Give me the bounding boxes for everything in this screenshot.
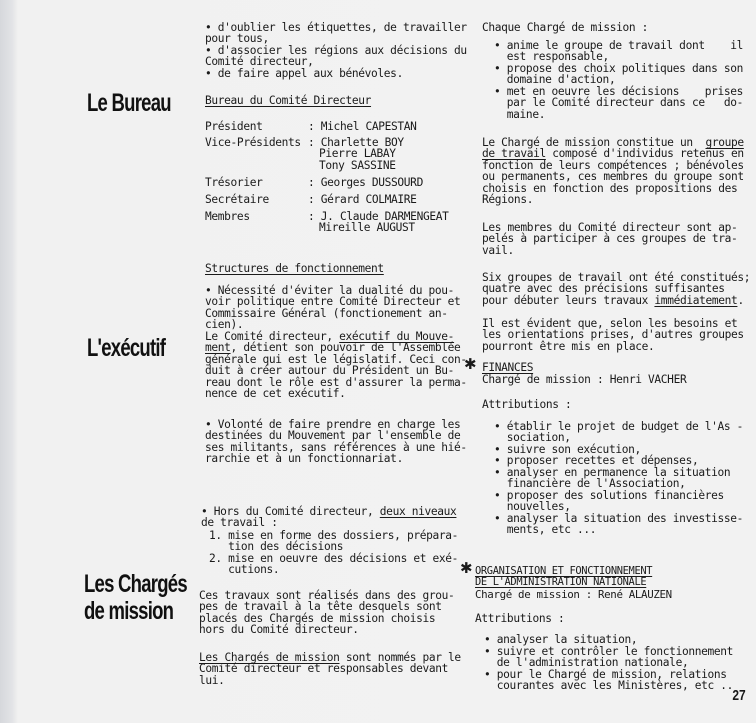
finances-item-5b: nouvelles,: [494, 500, 571, 513]
chaque-title: Chaque Chargé de mission :: [482, 21, 649, 34]
finances-item-4b: financière de l'Association,: [494, 477, 686, 490]
organisation-item-3: • pour le Chargé de mission, relations: [484, 668, 727, 681]
finances-item-6b: ments, etc ...: [494, 523, 597, 536]
evident-line-3: pourront être mis en place.: [482, 340, 655, 353]
dualite-line-2: voir politique entre Comité Directeur et: [205, 295, 461, 308]
name-vp-2: Pierre LABAY: [319, 147, 396, 160]
finances-attributions-label: Attributions :: [482, 398, 572, 411]
asterisk-icon: ✱: [460, 559, 473, 577]
organisation-attributions-label: Attributions :: [475, 612, 565, 625]
chaque-bullet-1: • anime le groupe de travail dont il: [494, 39, 744, 52]
nommes-line-2: Comité directeur et responsables devant: [199, 662, 449, 675]
chaque-bullet-3: • met en oeuvre les décisions prises: [494, 85, 744, 98]
hors-item-1: 1. mise en forme des dossiers, prépara-: [209, 529, 459, 542]
travaux-line-2: pes de travail à la tête desquels sont: [199, 600, 442, 613]
name-tresorier: : Georges DUSSOURD: [308, 176, 423, 189]
role-secretaire: Secrétaire: [205, 193, 269, 206]
intro-bullet-1: • d'oublier les étiquettes, de travailler: [205, 21, 467, 34]
asterisk-icon: ✱: [464, 355, 477, 373]
organisation-item-2: • suivre et contrôler le fonctionnement: [484, 645, 734, 658]
membres-line-1: Les membres du Comité directeur sont ap-: [482, 221, 738, 234]
intro-bullet-2b: Comité directeur,: [205, 55, 314, 68]
name-secretaire: : Gérard COLMAIRE: [308, 193, 417, 206]
travaux-line-3: placés des Chargés de mission choisis: [199, 612, 436, 625]
travaux-line-4: hors du Comité directeur.: [199, 623, 359, 636]
hors-line-2: de travail :: [201, 516, 278, 529]
bureau-title: Bureau du Comité Directeur: [205, 94, 372, 107]
hors-item-1b: tion des décisions: [209, 540, 344, 553]
finances-item-4: • analyser en permanence la situation: [494, 466, 731, 479]
organisation-charge: Chargé de mission : René ALAUZEN: [475, 588, 672, 601]
hors-item-2: 2. mise en oeuvre des décisions et exé-: [209, 552, 459, 565]
role-president: Président: [205, 120, 263, 133]
membres-line-3: vail.: [482, 244, 514, 257]
structures-title: Structures de fonctionnement: [205, 262, 384, 275]
finances-item-1b: sociation,: [494, 431, 571, 444]
evident-line-1: Il est évident que, selon les besoins et: [482, 317, 738, 330]
name-president: : Michel CAPESTAN: [308, 120, 417, 133]
chaque-bullet-1b: est responsable,: [494, 50, 609, 63]
nommes-line-1: Les Chargés de mission sont nommés par le: [199, 651, 461, 664]
dualite-line-1: • Nécessité d'éviter la dualité du pou-: [205, 284, 455, 297]
nommes-line-3: lui.: [199, 674, 225, 687]
comite-line-5: reau dont le rôle est d'assurer la perma-: [205, 376, 467, 389]
finances-item-6: • analyser la situation des investisse-: [494, 512, 744, 525]
volonte-line-1: • Volonté de faire prendre en charge les: [205, 418, 461, 431]
name-vp-1: : Charlette BOY: [308, 136, 404, 149]
organisation-item-2b: de l'administration nationale,: [484, 656, 689, 669]
constitue-line-5: choisis en fonction des propositions des: [482, 182, 738, 195]
comite-line-2: ment, détient son pouvoir de l'Assemblée: [205, 341, 461, 354]
intro-bullet-2: • d'associer les régions aux décisions du: [205, 44, 467, 57]
volonte-line-2: destinées du Mouvement par l'ensemble de: [205, 429, 461, 442]
constitue-line-6: Régions.: [482, 193, 534, 206]
six-line-1: Six groupes de travail ont été constitués;: [482, 271, 751, 284]
intro-bullet-3: • de faire appel aux bénévoles.: [205, 67, 403, 80]
travaux-line-1: Ces travaux sont réalisés dans des grou-: [199, 589, 455, 602]
finances-title: FINANCES: [482, 361, 534, 374]
hors-item-2b: cutions.: [209, 563, 280, 576]
finances-item-1: • établir le projet de budget de l'As -: [494, 420, 744, 433]
comite-line-6: nence de cet exécutif.: [205, 387, 346, 400]
finances-item-2: • suivre son exécution,: [494, 443, 641, 456]
hors-line-1: • Hors du Comité directeur, deux niveaux: [201, 505, 457, 518]
constitue-line-4: ou permanents, ces membres du groupe sont: [482, 170, 744, 183]
page-number: 27: [732, 687, 746, 704]
finances-item-3: • proposer recettes et dépenses,: [494, 454, 699, 467]
dualite-line-4: cien).: [205, 318, 244, 331]
role-vice-presidents: Vice-Présidents: [205, 136, 301, 149]
organisation-title-2: DE L'ADMINISTRATION NATIONALE: [475, 576, 647, 588]
heading-le-bureau: Le Bureau: [87, 89, 171, 117]
name-vp-3: Tony SASSINE: [319, 159, 396, 172]
six-line-3: pour débuter leurs travaux immédiatement.: [482, 294, 744, 307]
name-membre-2: Mireille AUGUST: [319, 221, 415, 234]
constitue-line-1: Le Chargé de mission constitue un groupe: [482, 136, 744, 149]
evident-line-2: les orientations prises, d'autres groupes: [482, 328, 744, 341]
chaque-bullet-2b: domaine d'action,: [494, 73, 616, 86]
organisation-item-1: • analyser la situation,: [484, 633, 638, 646]
volonte-line-4: rarchie et à un fonctionnariat.: [205, 452, 403, 465]
organisation-title-1: ORGANISATION ET FONCTIONNEMENT: [475, 565, 653, 577]
heading-charges-line1: Les Chargés: [84, 570, 187, 598]
comite-line-1: Le Comité directeur, exécutif du Mouve-: [205, 330, 455, 343]
constitue-line-2: de travail composé d'individus retenus en: [482, 147, 744, 160]
organisation-item-3b: courantes avec les Ministères, etc ..: [484, 679, 734, 692]
chaque-bullet-3c: maine.: [494, 108, 546, 121]
heading-charges-line2: de mission: [84, 597, 174, 625]
volonte-line-3: ses militants, sans références à une hié-: [205, 441, 467, 454]
membres-line-2: pelés à participer à ces groupes de tra-: [482, 232, 738, 245]
dualite-line-3: Commissaire Général (fonctionement an-: [205, 307, 448, 320]
chaque-bullet-3b: par le Comité directeur dans ce do-: [494, 96, 744, 109]
role-membres: Membres: [205, 210, 250, 223]
comite-line-3: générale qui est le législatif. Ceci con-: [205, 353, 467, 366]
finances-charge: Chargé de mission : Henri VACHER: [482, 373, 687, 386]
name-membre-1: : J. Claude DARMENGEAT: [308, 210, 449, 223]
comite-line-4: duit à créer autour du Président un Bu-: [205, 364, 455, 377]
six-line-2: quatre avec des précisions suffisantes: [482, 282, 725, 295]
constitue-line-3: fonction de leurs compétences ; bénévoles: [482, 159, 744, 172]
heading-executif: L'exécutif: [87, 334, 166, 362]
intro-bullet-1b: pour tous,: [205, 32, 269, 45]
finances-item-5: • proposer des solutions financières: [494, 489, 724, 502]
role-tresorier: Trésorier: [205, 176, 263, 189]
chaque-bullet-2: • propose des choix politiques dans son: [494, 62, 744, 75]
